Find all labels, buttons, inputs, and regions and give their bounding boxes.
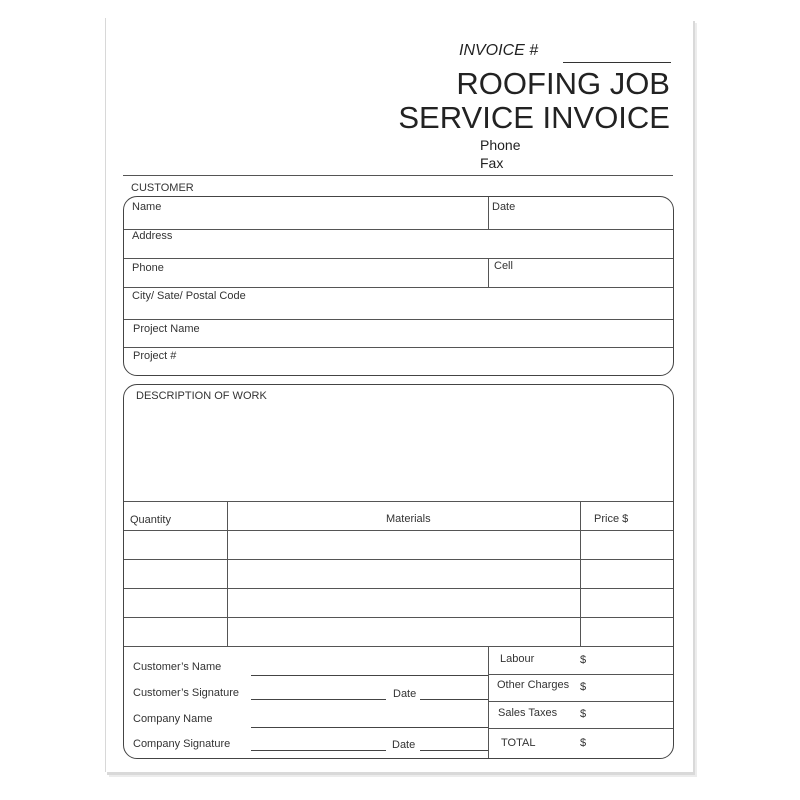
divider (124, 258, 673, 259)
materials-column-header: Materials (386, 513, 431, 525)
total-label: TOTAL (501, 737, 536, 749)
project-name-field[interactable]: Project Name (133, 323, 200, 335)
company-fax-label: Fax (480, 155, 504, 171)
labour-label: Labour (500, 653, 535, 665)
divider (124, 530, 673, 531)
customer-city-field[interactable]: City/ Sate/ Postal Code (132, 290, 246, 302)
customer-date-field[interactable]: Date (492, 201, 516, 213)
company-signature-date-line[interactable] (420, 750, 488, 751)
divider (488, 258, 489, 287)
divider (124, 347, 673, 348)
customers-name-label: Customer’s Name (133, 661, 222, 673)
sales-taxes-amount[interactable]: $ (580, 708, 587, 720)
other-charges-amount[interactable]: $ (580, 681, 587, 693)
divider (124, 588, 673, 589)
divider (488, 674, 673, 675)
customers-signature-date-label: Date (393, 688, 417, 700)
header-divider (123, 175, 673, 176)
divider (124, 559, 673, 560)
title-line-1: ROOFING JOB (456, 66, 670, 101)
invoice-sheet (105, 18, 693, 772)
customer-phone-field[interactable]: Phone (132, 262, 164, 274)
customer-box (123, 196, 674, 376)
other-charges-label: Other Charges (497, 679, 570, 691)
company-signature-label: Company Signature (133, 738, 231, 750)
quantity-column-header: Quantity (130, 514, 171, 526)
divider (124, 229, 673, 230)
title-line-2: SERVICE INVOICE (398, 100, 670, 135)
labour-amount[interactable]: $ (580, 654, 587, 666)
company-name-label: Company Name (133, 713, 213, 725)
customers-signature-line[interactable] (251, 699, 386, 700)
invoice-number-label: INVOICE # (459, 42, 539, 59)
customer-address-field[interactable]: Address (132, 230, 173, 242)
customers-signature-label: Customer’s Signature (133, 687, 239, 699)
company-signature-date-label: Date (392, 739, 416, 751)
company-phone-label: Phone (480, 137, 521, 153)
customer-name-field[interactable]: Name (132, 201, 162, 213)
description-of-work-label: DESCRIPTION OF WORK (136, 390, 267, 402)
customers-signature-date-line[interactable] (420, 699, 488, 700)
customer-section-label: CUSTOMER (131, 182, 194, 194)
divider (124, 319, 673, 320)
divider (124, 287, 673, 288)
price-column-header: Price $ (594, 513, 629, 525)
customers-name-line[interactable] (251, 675, 488, 676)
divider (124, 617, 673, 618)
invoice-number-line[interactable] (563, 62, 671, 63)
divider (580, 501, 581, 646)
work-box (123, 384, 674, 759)
divider (488, 701, 673, 702)
divider (488, 728, 673, 729)
divider (124, 646, 673, 647)
divider (488, 197, 489, 229)
sales-taxes-label: Sales Taxes (498, 707, 558, 719)
divider (488, 646, 489, 758)
divider (227, 501, 228, 646)
company-signature-line[interactable] (251, 750, 386, 751)
description-of-work-area[interactable] (124, 405, 673, 501)
total-amount[interactable]: $ (580, 737, 587, 749)
project-number-field[interactable]: Project # (133, 350, 177, 362)
divider (124, 501, 673, 502)
company-name-line[interactable] (251, 727, 488, 728)
customer-cell-field[interactable]: Cell (494, 260, 513, 272)
